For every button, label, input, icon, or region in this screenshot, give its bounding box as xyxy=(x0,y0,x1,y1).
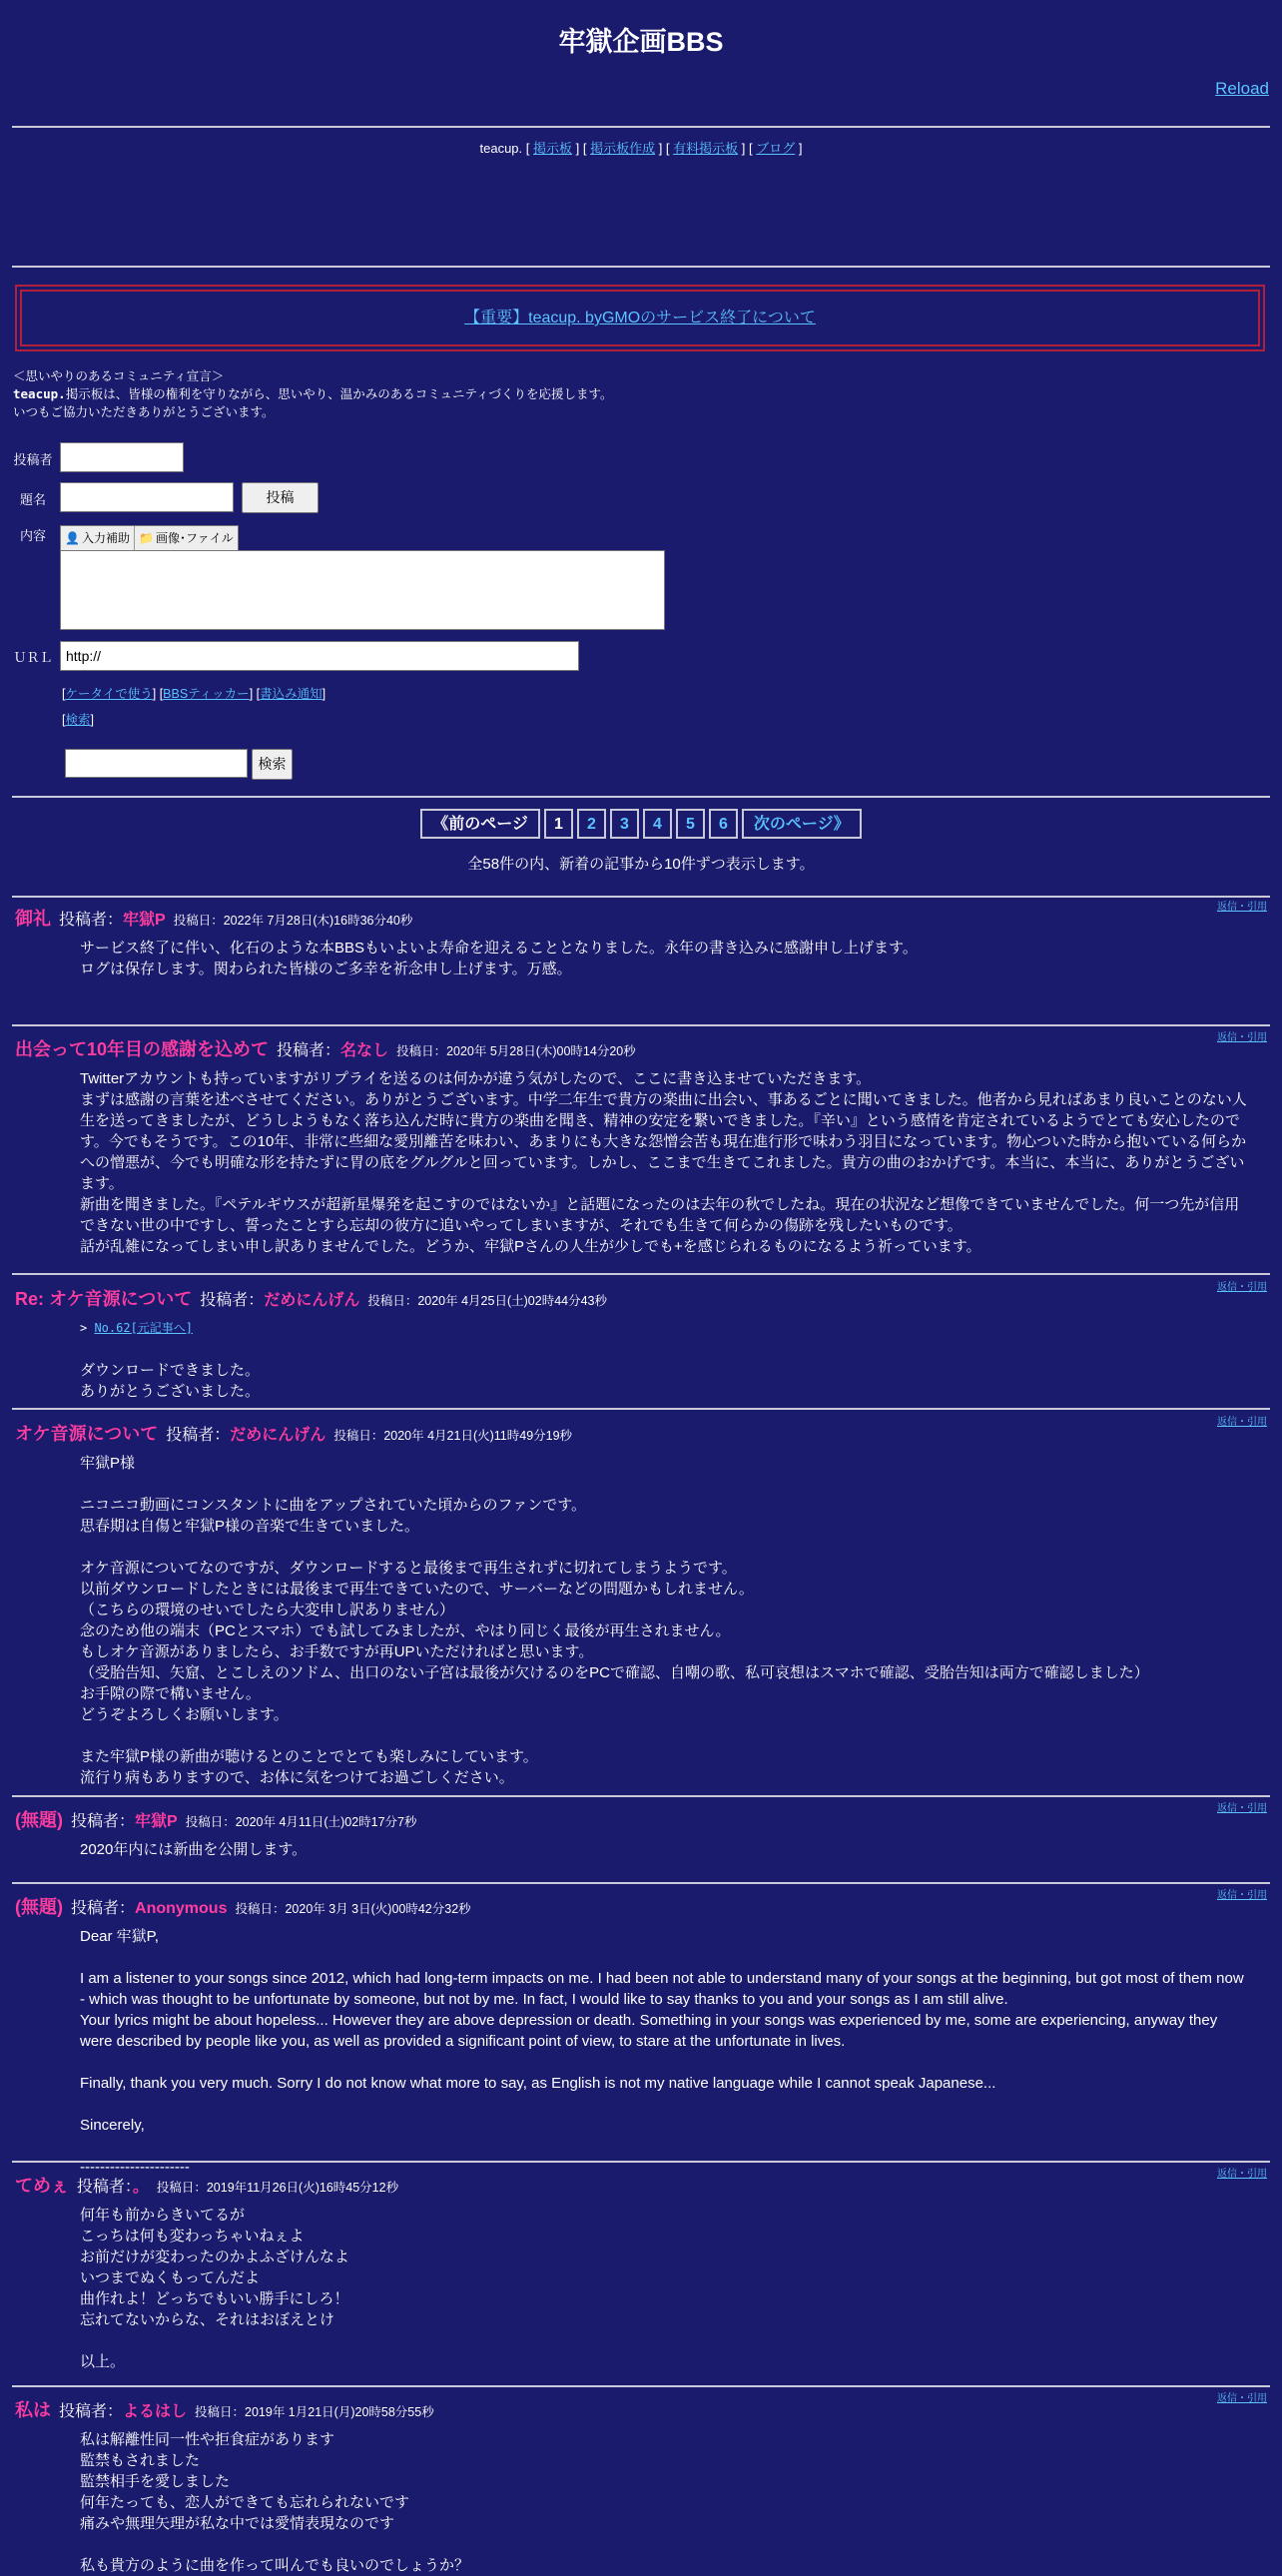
subject-label: 題名 xyxy=(19,492,46,507)
post-title: Re: オケ音源について xyxy=(15,1289,193,1309)
page-4[interactable]: 4 xyxy=(643,809,672,839)
content-toolbar xyxy=(60,525,239,551)
reply-link[interactable]: 返信・引用 xyxy=(1217,1282,1267,1293)
page-2[interactable]: 2 xyxy=(577,809,606,839)
post: (無題) 投稿者：牢獄P 投稿日：2020年 4月11日(土)02時17分7秒 返信・引用 2020年内には新曲を公開します。 xyxy=(15,1803,1267,1858)
reload-link[interactable]: Reload xyxy=(1215,79,1269,98)
page-1: 1 xyxy=(544,809,573,839)
post-author: 。 xyxy=(132,2179,149,2196)
post-button[interactable]: 投稿 xyxy=(242,482,319,513)
quote-line: > No.62[元記事へ] xyxy=(80,1321,194,1335)
input-assist-button[interactable]: 👤 入力補助 xyxy=(61,526,135,550)
post-body: Twitterアカウントも持っていますがリプライを送るのは何かが違う気がしたので、ここに書き込ませていただきます。 まずは感謝の言葉を述べさせてください。ありがとうございます。中学二年生で貴方の楽曲に出会い、事あるごとに聞いてきました。他者から見ればあまり良いことのない人生を送ってきましたが、どうしようもなく落ち込んだ時に貴方の楽曲を聞き、精神の安定を繋いできました。『辛い』という感情を肯定されているようでとても安心したのです。今でもそうです。この10年、非常に些細な愛別離苦を味わい、あまりにも大きな怨憎会苦も現在進行形で味わう羽目になっています。物心ついた時から抱いている何らかへの憎悪が、今でも明確な形を持たずに胃の底をグルグルと回っています。しかし、ここまで生きてこれました。貴方の曲のおかげです。本当に、本当に、ありがとうございます。 新曲を聞きました。『ペテルギウスが超新星爆発を起こすのではないか』と話題になったのは去年の秋でしたね。現在の状況など想像できていませんでした。何一つ先が信用できない世の中ですし、誓ったことすら忘却の彼方に追いやってしまいますが、それでも生きて何らかの傷跡を残したいものです。 話が乱雑になってしまい申し訳ありませんでした。どうか、牢獄Pさんの人生が少しでも+を感じられるものになるよう祈っています。 xyxy=(80,1070,1247,1255)
post-title: (無題) xyxy=(15,1810,63,1830)
post-body: 牢獄P様 ニコニコ動画にコンスタントに曲をアップされていた頃からのファンです。 思春期は自傷と牢獄P様の音楽で生きていました。 オケ音源についてなのですが、ダウンロードすると最後まで再生されずに切れてしまうようです。 以前ダウンロードしたときには最後まで再生できていたので、サーバーなどの問題かもしれません。 （こちらの環境のせいでしたら大変申し訳ありません） 念のため他の端末（PCとスマホ）でも試してみましたが、やはり同じく最後が再生されません。 もしオケ音源がありましたら、お手数ですが再UPいただければと思います。 （受胎告知、矢窟、とこしえのソドム、出口のない子宮は最後が欠けるのをPCで確認、自嘲の歌、私可哀想はスマホで確認、受胎告知は両方で確認しました） お手隙の際で構いません。 どうぞよろしくお願いします。 また牢獄P様の新曲が聴けるとのことでとても楽しみにしています。 流行り病もありますので、お体に気をつけてお過ごしください。 xyxy=(80,1455,1149,1786)
divider xyxy=(12,1024,1270,1026)
divider xyxy=(12,896,1270,898)
post-title: (無題) xyxy=(15,1897,63,1917)
community-declaration xyxy=(13,367,612,421)
post: 出会って10年目の感謝を込めて 投稿者：名なし 投稿日：2020年 5月28日(木)00時14分20秒 返信・引用 Twitterアカウントも持っていますがリプライを送るのは何かが違う気がしたので、ここに書き込ませていただきます。 まずは感謝の言葉を述べさせてください。ありがとうございます。中学二年生で貴方の楽曲に出会い、事あるごとに聞いてきました。他者から見ればあまり良いことのない人生を送ってきましたが、どうしようもなく落ち込んだ時に貴方の楽曲を聞き、精神の安定を繋いできました。『辛い』という感情を肯定されているようでとても安心したのです。今でもそうです。この10年、非常に些細な愛別離苦を味わい、あまりにも大きな怨憎会苦も現在進行形で味わう羽目になっています。物心ついた時から抱いている何らかへの憎悪が、今でも明確な形を持たずに胃の底をグルグルと回っています。しかし、ここまで生きてこれました。貴方の曲のおかげです。本当に、本当に、ありがとうございます。 新曲を聞きました。『ペテルギウスが超新星爆発を起こすのではないか』と話題になったのは去年の秋でしたね。現在の状況など想像できていませんでした。何一つ先が信用できない世の中ですし、誓ったことすら忘却の彼方に追いやってしまいますが、それでも生きて何らかの傷跡を残したいものです。 話が乱雑になってしまい申し訳ありませんでした。どうか、牢獄Pさんの人生が少しでも+を感じられるものになるよう祈っています。 xyxy=(15,1032,1267,1255)
pagination xyxy=(0,809,1282,839)
declaration-text: teacup.掲示板は、皆様の権利を守りながら、思いやり、温かみのあるコミュニティづくりを応援します。 xyxy=(13,386,613,401)
declaration-heading: ＜思いやりのあるコミュニティ宣言＞ xyxy=(13,369,225,383)
next-page[interactable]: 次のページ》 xyxy=(742,809,862,839)
folder-icon: 📁 xyxy=(139,531,154,545)
post-body: 2020年内には新曲を公開します。 xyxy=(80,1841,308,1858)
post: オケ音源について 投稿者：だめにんげん 投稿日：2020年 4月21日(火)11時49分19秒 返信・引用 牢獄P様 ニコニコ動画にコンスタントに曲をアップされていた頃からのファンです。 思春期は自傷と牢獄P様の音楽で生きていました。 オケ音源についてなのですが、ダウンロードすると最後まで再生されずに切れてしまうようです。 以前ダウンロードしたときには最後まで再生できていたので、サーバーなどの問題かもしれません。 （こちらの環境のせいでしたら大変申し訳ありません） 念のため他の端末（PCとスマホ）でも試してみましたが、やはり同じく最後が再生されません。 もしオケ音源がありましたら、お手数ですが再UPいただければと思います。 （受胎告知、矢窟、とこしえのソドム、出口のない子宮は最後が欠けるのをPCで確認、自嘲の歌、私可哀想はスマホで確認、受胎告知は両方で確認しました） お手隙の際で構いません。 どうぞよろしくお願いします。 また牢獄P様の新曲が聴けるとのことでとても楽しみにしています。 流行り病もありますので、お体に気をつけてお過ごしください。 xyxy=(15,1417,1267,1786)
url-label: ＵＲＬ xyxy=(13,650,53,665)
post-title: 御礼 xyxy=(15,909,51,929)
service-notice-box xyxy=(15,285,1265,351)
post: てめぇ 投稿者：。 投稿日：2019年11月26日(火)16時45分12秒 返信・引用 何年も前からきいてるが こっちは何も変わっちゃいねぇよ お前だけが変わったのかよふざけんなよ いつまでぬくもってんだよ 曲作れよ！どっちでもいい勝手にしろ！ 忘れてないからな、それはおぼえとけ 以上。 xyxy=(15,2169,1267,2370)
post-date: 投稿日：2020年 4月11日(土)02時17分7秒 xyxy=(185,1815,417,1829)
post-body: 何年も前からきいてるが こっちは何も変わっちゃいねぇよ お前だけが変わったのかよふざけんなよ いつまでぬくもってんだよ 曲作れよ！どっちでもいい勝手にしろ！ 忘れてないからな、それはおぼえとけ 以上。 xyxy=(80,2207,349,2370)
divider xyxy=(12,796,1270,798)
mobile-link[interactable]: ケータイで使う xyxy=(65,687,153,701)
search-link-row: [検索] xyxy=(62,713,94,727)
service-notice-link[interactable]: 【重要】teacup. byGMOのサービス終了について xyxy=(464,310,816,326)
search-button[interactable]: 検索 xyxy=(252,749,293,780)
teacup-nav: teacup. [ 掲示板 ] [ 掲示板作成 ] [ 有料掲示板 ] [ ブログ ] xyxy=(479,141,803,156)
content-textarea[interactable] xyxy=(60,550,665,630)
divider xyxy=(12,1273,1270,1275)
divider xyxy=(12,2161,1270,2163)
post-title: てめぇ xyxy=(15,2176,69,2196)
site-title: 牢獄企画BBS xyxy=(558,27,724,57)
page-5[interactable]: 5 xyxy=(676,809,705,839)
search-input[interactable] xyxy=(65,749,248,778)
post: Re: オケ音源について 投稿者：だめにんげん 投稿日：2020年 4月25日(土)02時44分43秒 返信・引用 > No.62[元記事へ] ダウンロードできました。 ありがとうございました。 xyxy=(15,1282,1267,1400)
quote-link[interactable]: No.62[元記事へ] xyxy=(94,1321,194,1335)
post-author: 名なし xyxy=(340,1042,389,1059)
post-body: 私は解離性同一性や拒食症があります 監禁もされました 監禁相手を愛しました 何年たっても、恋人ができても忘れられないです 痛みや無理矢理が私な中では愛情表現なのです 私も貴方のように曲を作って叫んでも良いのでしょうか？ xyxy=(80,2431,470,2574)
reply-link[interactable]: 返信・引用 xyxy=(1217,1032,1267,1043)
bbs-ticker-link[interactable]: BBSティッカー xyxy=(163,687,250,701)
prev-page[interactable]: 《前のページ xyxy=(420,809,540,839)
post-date: 投稿日：2020年 4月25日(土)02時44分43秒 xyxy=(367,1294,608,1308)
divider xyxy=(12,2385,1270,2387)
author-input[interactable] xyxy=(60,442,184,472)
nav-link-paid[interactable]: 有料掲示板 xyxy=(673,141,739,156)
post-title: オケ音源について xyxy=(15,1424,159,1444)
post-author: 牢獄P xyxy=(123,912,166,929)
post-date: 投稿日：2022年 7月28日(木)16時36分40秒 xyxy=(173,914,413,928)
post-author: よるはし xyxy=(123,2403,188,2420)
post-date: 投稿日：2020年 5月28日(木)00時14分20秒 xyxy=(396,1044,636,1058)
declaration-thanks: いつもご協力いただきありがとうございます。 xyxy=(13,405,275,419)
post-body: > No.62[元記事へ] ダウンロードできました。 ありがとうございました。 xyxy=(80,1318,1248,1402)
post-date: 投稿日：2020年 3月 3日(火)00時42分32秒 xyxy=(235,1902,471,1916)
page-3[interactable]: 3 xyxy=(610,809,639,839)
reply-link[interactable]: 返信・引用 xyxy=(1217,1417,1267,1428)
reply-link[interactable]: 返信・引用 xyxy=(1217,1803,1267,1814)
form-links: [ケータイで使う] [BBSティッカー] [書込み通知] xyxy=(62,687,326,701)
post-count-summary: 全58件の内、新着の記事から10件ずつ表示します。 xyxy=(467,856,815,873)
post-author: Anonymous xyxy=(135,1900,228,1917)
nav-link-blog[interactable]: ブログ xyxy=(756,141,796,156)
author-label: 投稿者 xyxy=(13,452,53,467)
search-link[interactable]: 検索 xyxy=(65,713,91,727)
nav-link-create[interactable]: 掲示板作成 xyxy=(590,141,656,156)
post-body: サービス終了に伴い、化石のような本BBSもいよいよ寿命を迎えることとなりました。永年の書き込みに感謝申し上げます。 ログは保存します。関わられた皆様のご多幸を祈念申し上げます。万感。 xyxy=(80,940,918,977)
subject-input[interactable] xyxy=(60,482,234,512)
write-notify-link[interactable]: 書込み通知 xyxy=(260,687,322,701)
reply-link[interactable]: 返信・引用 xyxy=(1217,1890,1267,1901)
post-author: 牢獄P xyxy=(135,1813,178,1830)
person-icon: 👤 xyxy=(65,531,80,545)
post: 私は 投稿者：よるはし 投稿日：2019年 1月21日(月)20時58分55秒 返信・引用 私は解離性同一性や拒食症があります 監禁もされました 監禁相手を愛しました 何年たっても、恋人ができても忘れられないです 痛みや無理矢理が私な中では愛情表現なのです 私も貴方のように曲を作って叫んでも良いのでしょうか？ xyxy=(15,2393,1267,2574)
divider xyxy=(12,126,1270,128)
url-input[interactable] xyxy=(60,641,579,671)
divider xyxy=(12,1882,1270,1884)
post-body: Dear 牢獄P, I am a listener to your songs since 2012, which had long-term impacts on me. I had been not able to understand many of your songs at the beginning, but got most of them now - which was thought to be unfortunate by someone, but not by me. In fact, I would like to say thanks to you and your songs as I am still alive. Your lyrics might be about hopeless... However they are above depression or death. Something in your songs was experienced by me, some are experiencing, anyway they were described by people like you, as well as provided a significant point of view, to stare at the unfortunate in lives. Finally, thank you very much. Sorry I do not know what more to say, as English is not my native language while I cannot speak Japanese... Sincerely, ---------------------- xyxy=(80,1928,1244,2176)
nav-prefix: teacup. xyxy=(479,141,523,156)
post-date: 投稿日：2020年 4月21日(火)11時49分19秒 xyxy=(333,1429,573,1443)
post-date: 投稿日：2019年 1月21日(月)20時58分55秒 xyxy=(195,2405,434,2419)
divider xyxy=(12,266,1270,268)
divider xyxy=(12,1408,1270,1410)
post: 御礼 投稿者：牢獄P 投稿日：2022年 7月28日(木)16時36分40秒 返信・引用 サービス終了に伴い、化石のような本BBSもいよいよ寿命を迎えることとなりました。永年の書き込みに感謝申し上げます。 ログは保存します。関わられた皆様のご多幸を祈念申し上げます。万感。 xyxy=(15,902,1267,977)
content-label: 内容 xyxy=(19,528,46,543)
page-6[interactable]: 6 xyxy=(709,809,738,839)
post-author: だめにんげん xyxy=(230,1427,326,1444)
post-title: 出会って10年目の感謝を込めて xyxy=(15,1039,270,1059)
divider xyxy=(12,1795,1270,1797)
reply-link[interactable]: 返信・引用 xyxy=(1217,2393,1267,2404)
post-date: 投稿日：2019年11月26日(火)16時45分12秒 xyxy=(156,2181,399,2195)
post-author: だめにんげん xyxy=(264,1292,360,1309)
reply-link[interactable]: 返信・引用 xyxy=(1217,2169,1267,2180)
nav-link-bbs[interactable]: 掲示板 xyxy=(533,141,573,156)
post: (無題) 投稿者：Anonymous 投稿日：2020年 3月 3日(火)00時42分32秒 返信・引用 Dear 牢獄P, I am a listener to your songs since 2012, which had long-term impacts on me. I had been not able to understand many of your songs at the beginning, but got most of them now - which was thought to be unfortunate by someone, but not by me. In fact, I would like to say thanks to you and your songs as I am still alive. Your lyrics might be about hopeless... However they are above depression or death. Something in your songs was experienced by me, some are experiencing, anyway they were described by people like you, as well as provided a significant point of view, to stare at the unfortunate in lives. Finally, thank you very much. Sorry I do not know what more to say, as English is not my native language while I cannot speak Japanese... Sincerely, ---------------------- xyxy=(15,1890,1267,2176)
reply-link[interactable]: 返信・引用 xyxy=(1217,902,1267,913)
image-file-button[interactable]: 📁 画像･ファイル xyxy=(139,530,234,545)
post-title: 私は xyxy=(15,2400,51,2420)
